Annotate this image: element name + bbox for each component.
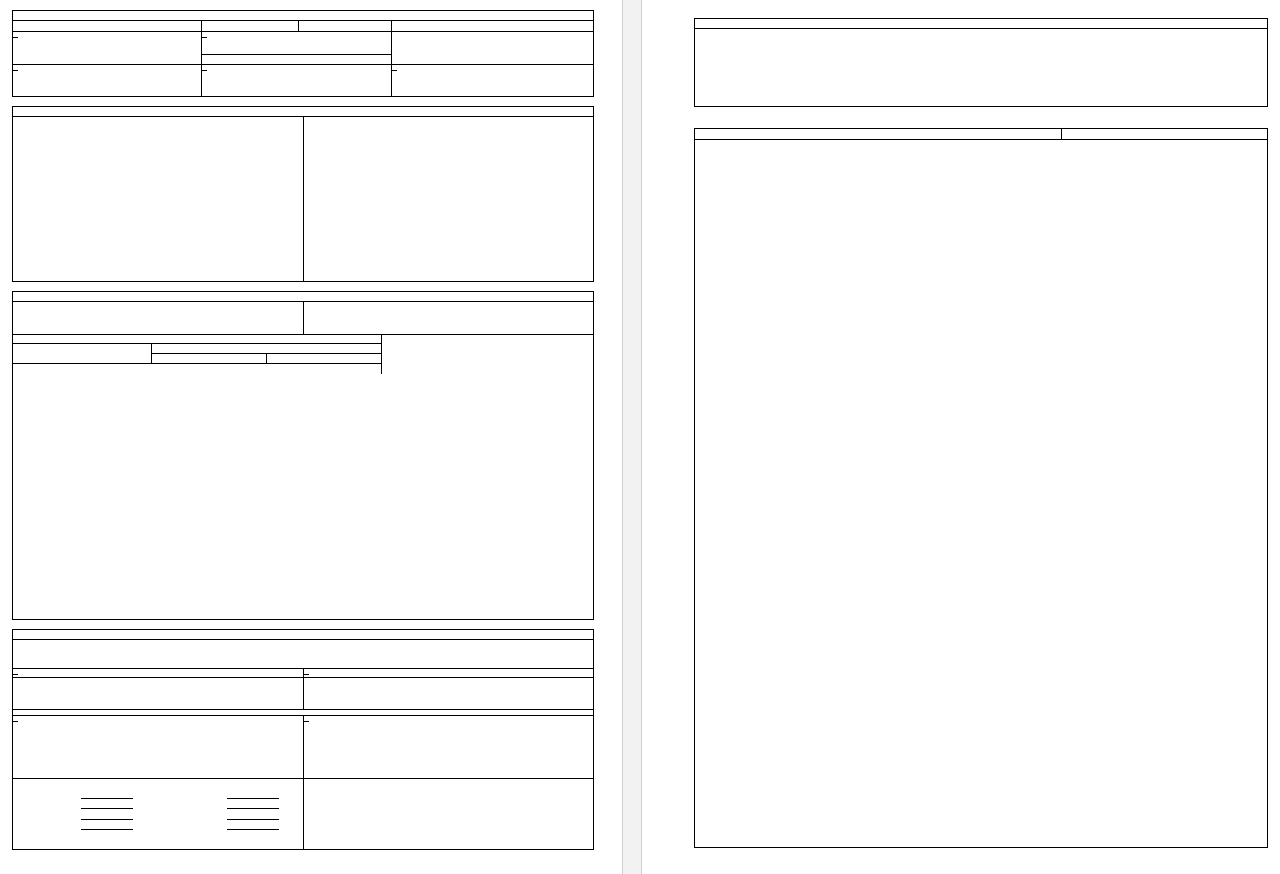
rehab-book-col[interactable] (429, 640, 521, 671)
fim-header (152, 354, 267, 364)
body-function-item[interactable] (15, 178, 303, 188)
comorbid-field[interactable] (12, 64, 202, 97)
basic-movement-item[interactable] (15, 302, 303, 312)
consent-field (303, 778, 594, 850)
staff-signature[interactable] (23, 820, 133, 830)
other-benefit-item[interactable] (523, 640, 594, 650)
rest-risk-field[interactable] (201, 64, 392, 97)
goal-1month-field[interactable] (12, 668, 304, 710)
body-function-title (13, 107, 593, 117)
page-divider (622, 0, 642, 874)
adl-title (13, 334, 382, 344)
body-function-right-col (307, 117, 593, 270)
staff-field (12, 778, 304, 850)
nutrition-row[interactable] (697, 60, 1267, 70)
body-function-item[interactable] (15, 148, 303, 158)
body-function-item[interactable] (15, 229, 303, 239)
basic-movement-title (13, 292, 593, 302)
bi-header (267, 354, 382, 364)
body-function-item[interactable] (307, 229, 593, 239)
body-function-left-col (15, 117, 303, 270)
body-function-item[interactable] (15, 219, 303, 229)
staff-signature[interactable] (23, 789, 133, 799)
special-notes-field[interactable] (391, 64, 594, 97)
rehab-book-item[interactable] (429, 640, 521, 650)
staff-signature[interactable] (169, 820, 279, 830)
nutrition-section (694, 18, 1268, 107)
signature-line (81, 829, 133, 830)
body-function-item[interactable] (307, 178, 593, 188)
basic-movement-item[interactable] (307, 322, 593, 332)
body-function-item[interactable] (307, 168, 593, 178)
body-function-item[interactable] (307, 127, 593, 137)
care-level-col[interactable] (15, 640, 247, 671)
body-function-item[interactable] (307, 137, 593, 147)
header-section (12, 10, 594, 97)
body-function-item[interactable] (307, 219, 593, 229)
equipment-header (381, 334, 594, 374)
physical-disability-item[interactable] (249, 640, 345, 650)
body-function-item[interactable] (15, 249, 303, 259)
staff-signature[interactable] (169, 799, 279, 809)
basic-movement-item[interactable] (307, 312, 593, 322)
onset-date (394, 32, 593, 42)
body-function-item[interactable] (307, 249, 593, 259)
body-function-item[interactable] (15, 209, 303, 219)
body-function-item[interactable] (15, 239, 303, 249)
body-function-item[interactable] (307, 209, 593, 219)
goal-end-field[interactable] (303, 668, 594, 710)
rehab-book-item[interactable] (429, 650, 521, 660)
signature-line (227, 829, 279, 830)
body-function-item[interactable] (15, 117, 303, 127)
care-level-item[interactable] (15, 640, 247, 650)
body-function-item[interactable] (15, 260, 303, 270)
nutrition-rows[interactable] (697, 29, 1267, 100)
basic-movement-item[interactable] (15, 322, 303, 332)
care-level-item[interactable] (15, 650, 247, 660)
body-function-item[interactable] (15, 199, 303, 209)
body-function-item[interactable] (15, 137, 303, 147)
measure-header (1061, 129, 1268, 140)
nutrition-row[interactable] (697, 29, 1267, 39)
staff-signature[interactable] (169, 809, 279, 819)
basic-right-col (307, 302, 593, 333)
onset-field[interactable] (391, 31, 594, 65)
staff-signature[interactable] (23, 809, 133, 819)
adl-item-header (13, 344, 152, 364)
body-function-item[interactable] (15, 158, 303, 168)
body-function-item[interactable] (15, 168, 303, 178)
body-function-item[interactable] (15, 127, 303, 137)
goals-table-section (694, 128, 1268, 848)
body-function-item[interactable] (307, 199, 593, 209)
content-field[interactable] (303, 715, 594, 779)
body-function-item[interactable] (307, 188, 593, 198)
basic-left-col (15, 302, 303, 333)
mental-disability-item[interactable] (347, 640, 427, 650)
nutrition-row[interactable] (697, 90, 1267, 100)
body-function-item[interactable] (307, 117, 593, 127)
nutrition-row[interactable] (697, 39, 1267, 49)
nutrition-row[interactable] (697, 49, 1267, 59)
body-function-item[interactable] (307, 148, 593, 158)
other-benefit-col[interactable] (523, 640, 594, 650)
rehab-start-date (394, 42, 593, 52)
adl-section (12, 334, 594, 620)
body-function-item[interactable] (307, 260, 593, 270)
basic-movement-item[interactable] (307, 302, 593, 312)
staff-signature[interactable] (23, 799, 133, 809)
treatment-field[interactable] (201, 31, 392, 55)
nutrition-title (695, 19, 1267, 29)
left-page (12, 10, 594, 850)
staff-signature[interactable] (169, 789, 279, 799)
body-function-item[interactable] (15, 188, 303, 198)
body-function-section (12, 106, 594, 282)
nutrition-row[interactable] (697, 80, 1267, 90)
basic-movement-item[interactable] (15, 312, 303, 322)
social-service-title (13, 630, 593, 640)
physical-disability-col[interactable] (249, 640, 345, 660)
nutrition-row[interactable] (697, 70, 1267, 80)
mental-disability-col[interactable] (347, 640, 427, 671)
policy-field[interactable] (12, 715, 304, 779)
body-function-item[interactable] (307, 158, 593, 168)
goals-section (12, 668, 594, 850)
disease-field[interactable] (12, 31, 202, 65)
adl-score-header (152, 344, 382, 354)
mental-disability-item[interactable] (347, 650, 427, 660)
adl-table (12, 334, 382, 364)
goal-header (695, 129, 1061, 140)
body-function-item[interactable] (307, 239, 593, 249)
physical-disability-item[interactable] (249, 650, 345, 660)
right-page (694, 18, 1268, 848)
basic-movement-section (12, 291, 594, 335)
